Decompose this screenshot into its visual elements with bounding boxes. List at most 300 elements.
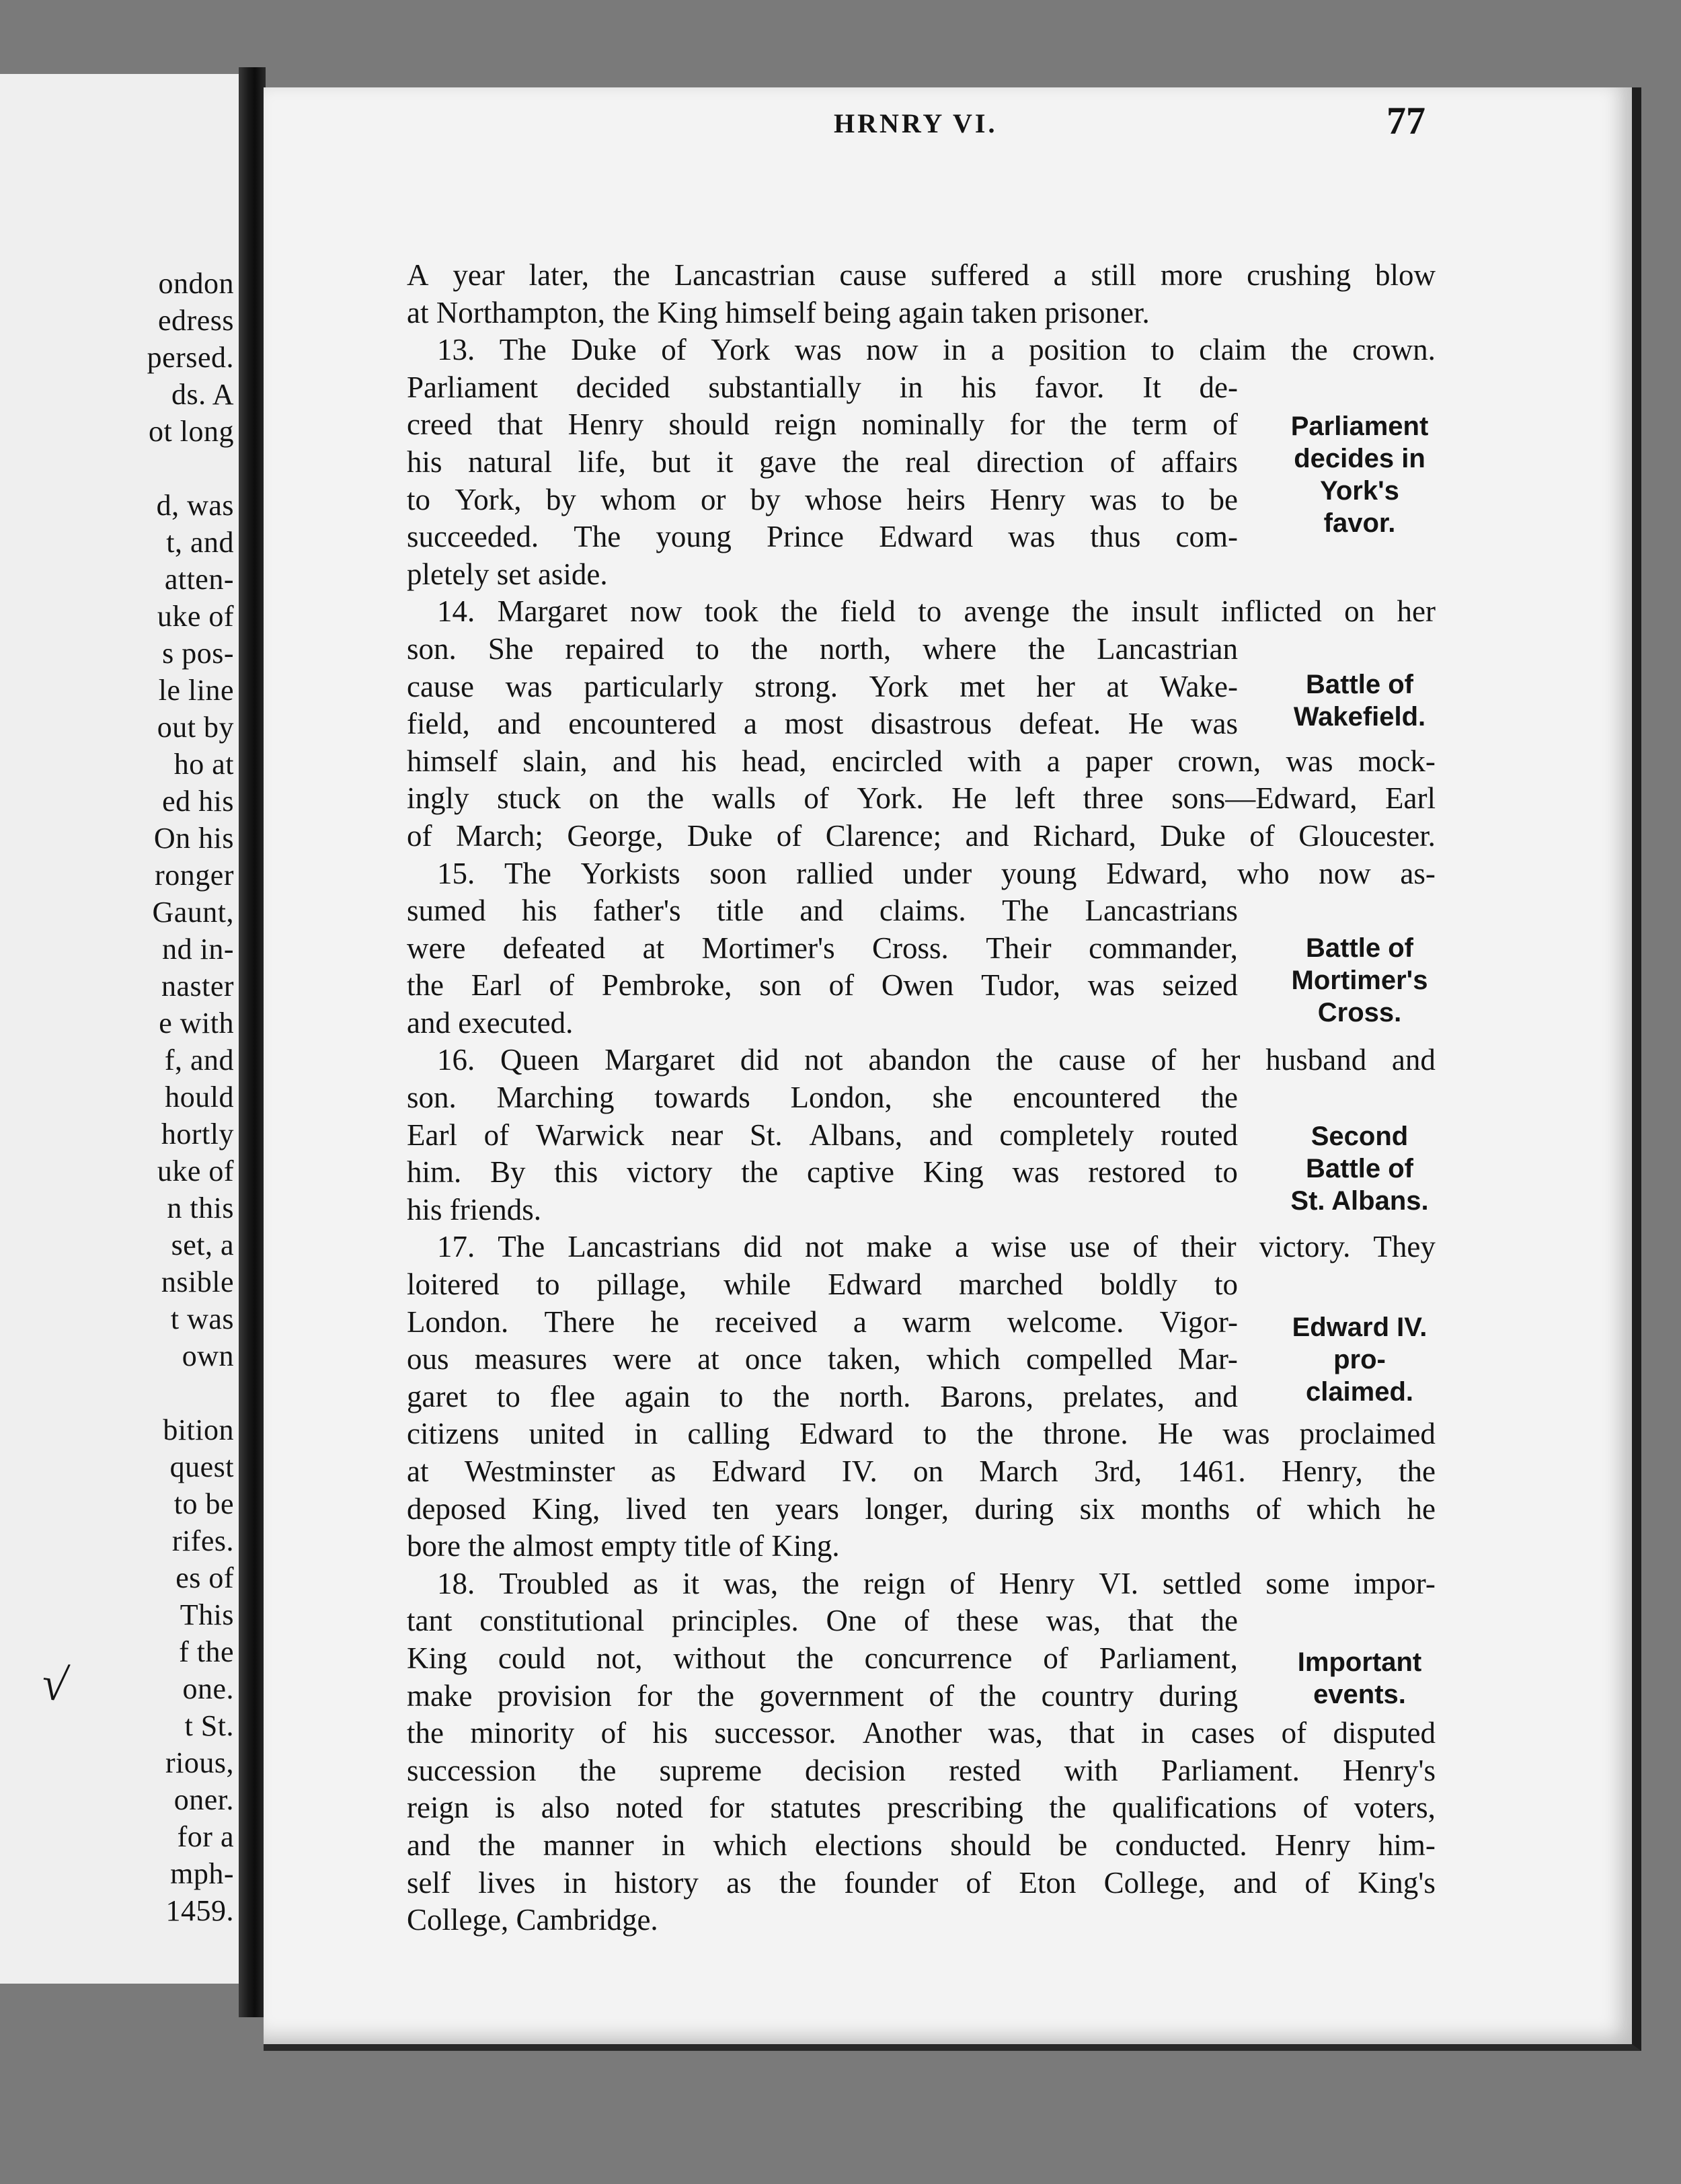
word: him- [1378,1828,1436,1862]
word: rested [949,1753,1021,1787]
text-line [407,1266,1238,1304]
word: of [1281,1716,1307,1750]
facing-page-line: mph- [170,1857,234,1890]
line-text: bore the almost empty title of King. [407,1529,840,1563]
word: Gloucester. [1298,818,1436,853]
word: decision [805,1753,906,1787]
word: Mar- [1177,1342,1238,1376]
word: ingly [407,781,469,816]
facing-page-line: t was [170,1302,234,1335]
word: at [407,1454,429,1488]
word: in [662,1828,686,1862]
facing-page-line: ed his [162,785,234,818]
word: his [407,444,442,479]
word: whose [805,482,883,516]
facing-page-line: set, a [171,1228,234,1261]
word: his [652,1716,688,1750]
word: victory [627,1155,713,1190]
word: head, [742,744,807,778]
word: By [490,1155,526,1190]
word: for [1009,407,1045,442]
word: was [1222,1417,1270,1451]
word: provision [497,1678,612,1713]
word: the [1290,333,1328,367]
word: successor. [714,1716,836,1750]
word: manner [543,1828,634,1862]
word: principles. [672,1604,799,1638]
word: and [497,707,541,741]
word: One [826,1604,877,1638]
margin-note-line: pro- [1333,1345,1386,1374]
word: to [695,631,719,666]
text-line [407,406,1238,444]
facing-page-line: f the [179,1635,234,1668]
word: or [700,482,726,516]
word: He [1128,707,1164,741]
word: Edward [828,1268,923,1302]
word: under [902,856,972,890]
word: left [1015,781,1056,816]
word: taken, [828,1342,901,1376]
word: throne. [1043,1417,1128,1451]
text-line [407,518,1238,556]
word: Duke [687,818,753,853]
word: lived [625,1491,687,1526]
word: March; [455,818,543,853]
text-line [407,1042,1436,1079]
word: in [943,333,967,367]
word: reign [407,1791,469,1825]
facing-page-line: Gaunt, [152,896,234,929]
word: more [1160,258,1223,292]
word: 17. [437,1230,475,1264]
word: Henry [568,407,644,442]
word: Lancastrian [674,258,816,292]
word: which [713,1828,787,1862]
word: son. [407,631,457,666]
word: of [1249,818,1275,853]
word: young [656,520,732,554]
margin-note [1259,668,1460,733]
word: the [647,781,685,816]
word: Mortimer's [701,931,835,965]
word: Marching [496,1081,615,1115]
text-line [407,892,1238,930]
word: again [625,1379,691,1413]
word: some [1265,1566,1330,1600]
facing-page-line: atten- [164,563,234,596]
word: he [650,1304,680,1339]
word: particularly [584,669,724,703]
word: voters, [1354,1791,1436,1825]
facing-page-line: hortly [161,1118,234,1150]
facing-page-line: one. [182,1672,234,1705]
word: of [1304,1865,1330,1900]
word: the [1200,1604,1238,1638]
facing-page-line: ho at [173,748,234,781]
word: she [932,1081,973,1115]
word: make [407,1678,473,1713]
facing-page-line: s pos- [162,637,234,670]
word: during [974,1491,1054,1526]
text-line [407,743,1436,781]
word: A [407,258,429,292]
word: of [1043,1641,1068,1675]
word: was, [723,1566,779,1600]
word: citizens [407,1417,500,1451]
word: the [1200,1081,1238,1115]
word: 3rd, [1093,1454,1142,1488]
page-header [0,99,1681,161]
margin-note-line: Second [1311,1122,1409,1151]
word: was [1012,1155,1060,1190]
word: Their [986,931,1052,965]
word: avenge [964,594,1050,629]
word: disastrous [871,707,992,741]
word: title [716,894,764,928]
margin-note-line: St. Albans. [1290,1186,1429,1216]
word: towards [654,1081,750,1115]
word: It [1142,370,1161,404]
line-text: and executed. [407,1005,574,1040]
word: her [1036,669,1075,703]
margin-note-line: events. [1313,1680,1406,1709]
word: the [802,1566,840,1600]
facing-page-line: t St. [184,1709,234,1742]
margin-note-line: Important [1297,1647,1422,1677]
facing-page-line: own [182,1339,234,1372]
word: received [715,1304,818,1339]
facing-page-line: for a [177,1820,234,1853]
text-line [407,481,1238,519]
word: crown, [1177,744,1261,778]
word: York [869,669,929,703]
word: as [633,1566,658,1600]
word: claim [1199,333,1267,367]
word: crown. [1352,333,1436,367]
facing-page-line: uke of [157,1155,234,1187]
word: Margaret [497,594,608,629]
word: calling [687,1417,770,1451]
line-text: pletely set aside. [407,557,608,591]
word: 16. [437,1043,475,1077]
text-line [407,556,1436,594]
margin-note [1259,1120,1460,1217]
word: the [796,1641,834,1675]
text-line [407,1415,1436,1453]
word: a [853,1304,867,1339]
running-title: HRNRY VI. [834,108,998,139]
word: Edward [879,520,974,554]
word: son. [407,1081,457,1115]
text-line [407,967,1238,1005]
facing-page-line: f, and [164,1044,234,1077]
word: at [697,1342,719,1376]
facing-page-line: es of [175,1561,234,1594]
word: a [1046,744,1060,778]
facing-page-line: out by [157,711,234,744]
word: to [1214,1268,1238,1302]
word: sons—Edward, [1171,781,1358,816]
word: cause [407,669,474,703]
word: ous [407,1342,449,1376]
word: these [956,1604,1019,1638]
word: IV. [841,1454,877,1488]
word: prelates, [1062,1379,1165,1413]
facing-page-line: This [180,1598,234,1631]
word: of [804,781,829,816]
word: be [1209,482,1238,516]
margin-note [1259,1646,1460,1711]
word: Lancastrian [1097,631,1238,666]
word: Albans, [809,1118,903,1152]
word: of [1302,1791,1329,1825]
margin-note-line: Mortimer's [1291,966,1428,995]
word: of [600,1716,627,1750]
word: reign [863,1566,926,1600]
word: did [743,1230,783,1264]
word: mock- [1358,744,1436,778]
text-line [407,1528,1436,1565]
word: College, [1103,1865,1206,1900]
word: affairs [1161,444,1238,479]
word: defeat. [1019,707,1101,741]
word: her [1202,1043,1241,1077]
word: the [1070,407,1107,442]
word: son [759,968,802,1003]
word: now [866,333,918,367]
word: without [673,1641,766,1675]
text-line [407,1341,1238,1378]
word: history [614,1865,699,1900]
line-text: College, Cambridge. [407,1903,658,1937]
word: the [1398,1454,1436,1488]
word: still [1091,258,1137,292]
word: Henry, [1281,1454,1363,1488]
line-text: his friends. [407,1192,541,1226]
word: The [504,856,551,890]
page-number: 77 [1386,99,1425,143]
word: founder [844,1865,939,1900]
margin-note-line: York's [1320,476,1399,506]
word: boldly [1099,1268,1177,1302]
word: elections [814,1828,923,1862]
margin-note-line: Battle of [1306,1154,1413,1183]
margin-note-line: Cross. [1317,998,1402,1027]
facing-page-line: edress [158,304,234,337]
word: warm [902,1304,972,1339]
word: pillage, [596,1268,687,1302]
text-line [407,1491,1436,1528]
word: succession [407,1753,537,1787]
facing-page-line: hould [165,1081,234,1114]
word: at [1106,669,1128,703]
word: conducted. [1115,1828,1247,1862]
text-line [407,1079,1238,1117]
word: three [1083,781,1144,816]
word: the [697,1678,734,1713]
word: proclaimed [1299,1417,1436,1451]
word: did [740,1043,779,1077]
word: Warwick [535,1118,645,1152]
word: and [1391,1043,1436,1077]
word: not [805,1230,844,1264]
word: of [407,818,432,853]
word: Edward, [1106,856,1208,890]
facing-page-line: uke of [157,600,234,633]
word: heirs [906,482,966,516]
word: not [804,1043,843,1077]
text-line [407,818,1436,855]
text-line [407,631,1238,668]
word: substantially [708,370,861,404]
word: as [650,1454,676,1488]
word: and [1233,1865,1278,1900]
margin-note-line: claimed. [1305,1377,1414,1407]
word: the [407,968,444,1003]
word: field, [407,707,470,741]
word: 1461. [1177,1454,1246,1488]
word: compelled [1026,1342,1152,1376]
word: stuck [497,781,561,816]
word: encountered [1013,1081,1161,1115]
word: defeated [502,931,606,965]
word: near [670,1118,724,1152]
word: flee [549,1379,596,1413]
margin-note-line: decides in [1294,444,1425,473]
word: on [1344,594,1375,629]
margin-note-line: Parliament [1290,412,1429,441]
word: to [1150,333,1175,367]
word: Henry [990,482,1066,516]
word: on [588,781,619,816]
word: constitutional [479,1604,645,1638]
word: blow [1375,258,1436,292]
word: Owen [881,968,954,1003]
word: slain, [522,744,588,778]
text-line [407,1640,1238,1678]
text-line [407,1678,1238,1715]
word: King [407,1641,467,1675]
word: There [544,1304,615,1339]
word: of [549,968,574,1003]
word: completely [999,1118,1134,1152]
word: use [1069,1230,1110,1264]
word: succeeded. [407,520,539,554]
word: com- [1175,520,1238,554]
margin-note [1259,932,1460,1029]
word: on [912,1454,943,1488]
word: Clarence; [825,818,942,853]
facing-page-line: ronger [155,859,234,892]
word: was [1191,707,1238,741]
word: north, [819,631,892,666]
word: lives [478,1865,536,1900]
word: of [929,1678,955,1713]
word: that [1069,1716,1115,1750]
word: country [1041,1678,1134,1713]
word: to [407,482,431,516]
word: de- [1199,370,1238,404]
word: a [955,1230,969,1264]
word: captive [807,1155,894,1190]
word: young [1001,856,1077,890]
word: to [1161,482,1185,516]
word: of [1109,444,1136,479]
word: field [840,594,896,629]
facing-page-line: t, and [166,526,234,559]
word: for [637,1678,672,1713]
word: Henry [999,1566,1075,1600]
word: in [1141,1716,1165,1750]
word: was [1089,482,1137,516]
text-line [407,1304,1238,1341]
word: position [1029,333,1127,367]
word: the [1028,631,1066,666]
word: were [613,1342,672,1376]
facing-page-line: naster [161,970,234,1003]
word: Wake- [1159,669,1238,703]
margin-note-line: Wakefield. [1293,702,1426,732]
facing-page-line: e with [159,1007,234,1040]
word: of [904,1604,929,1638]
handwritten-checkmark-icon: √ [38,1657,71,1713]
text-line [407,593,1436,631]
facing-page-line: le line [158,674,234,707]
margin-note-line: Edward IV. [1292,1313,1428,1342]
word: also [541,1791,590,1825]
word: marched [959,1268,1063,1302]
word: once [744,1342,802,1376]
word: March [979,1454,1058,1488]
word: where [923,631,997,666]
word: Earl [407,1118,457,1152]
text-line [407,295,1436,332]
word: of [1255,1491,1282,1526]
word: was, [988,1716,1043,1750]
word: Edward [799,1417,894,1451]
word: 14. [437,594,475,629]
word: Lancastrians [1085,894,1238,928]
word: Troubled [499,1566,609,1600]
word: now [629,594,682,629]
word: a [743,707,757,741]
word: encountered [568,707,717,741]
facing-page-line: d, was [156,489,234,522]
word: their [1181,1230,1237,1264]
word: St. [749,1118,783,1152]
word: Prince [767,520,844,554]
word: London, [790,1081,892,1115]
word: settled [1162,1566,1242,1600]
text-line [407,1752,1436,1790]
word: gave [759,444,817,479]
facing-page-line: On his [153,822,234,855]
word: sumed [407,894,486,928]
word: and [799,894,844,928]
word: Duke [1160,818,1226,853]
word: and [407,1828,451,1862]
word: inflicted [1220,594,1322,629]
word: cause [839,258,907,292]
word: Barons, [940,1379,1033,1413]
word: creed [407,407,473,442]
word: of [949,1566,975,1600]
word: encircled [831,744,943,778]
word: Henry [1275,1828,1351,1862]
word: concurrence [864,1641,1013,1675]
word: united [529,1417,605,1451]
